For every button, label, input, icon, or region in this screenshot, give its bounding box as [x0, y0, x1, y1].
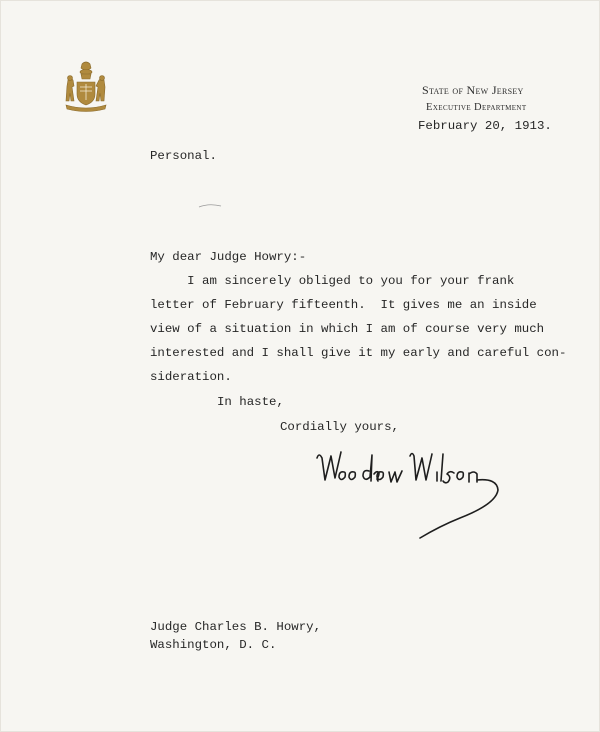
body-line: sideration.	[150, 370, 232, 384]
recipient-city: Washington, D. C.	[150, 638, 277, 652]
body-line: I am sincerely obliged to you for your frank	[150, 274, 515, 288]
closing-line: In haste,	[217, 395, 284, 409]
signature	[314, 444, 504, 542]
letterhead-state: State of New Jersey	[422, 83, 524, 97]
body-line: letter of February fifteenth. It gives me an inside	[150, 298, 537, 312]
salutation: My dear Judge Howry:-	[150, 250, 307, 264]
body-line: view of a situation in which I am of course very much	[150, 322, 545, 336]
letterhead-department: Executive Department	[426, 102, 527, 113]
recipient-name: Judge Charles B. Howry,	[150, 620, 322, 634]
pencil-mark	[198, 203, 222, 209]
body-line: interested and I shall give it my early and careful con-	[150, 346, 567, 360]
letter-date: February 20, 1913.	[418, 119, 552, 133]
valediction: Cordially yours,	[280, 420, 399, 434]
personal-marking: Personal.	[150, 149, 217, 163]
state-seal-icon	[62, 60, 110, 112]
letterhead	[422, 82, 527, 116]
